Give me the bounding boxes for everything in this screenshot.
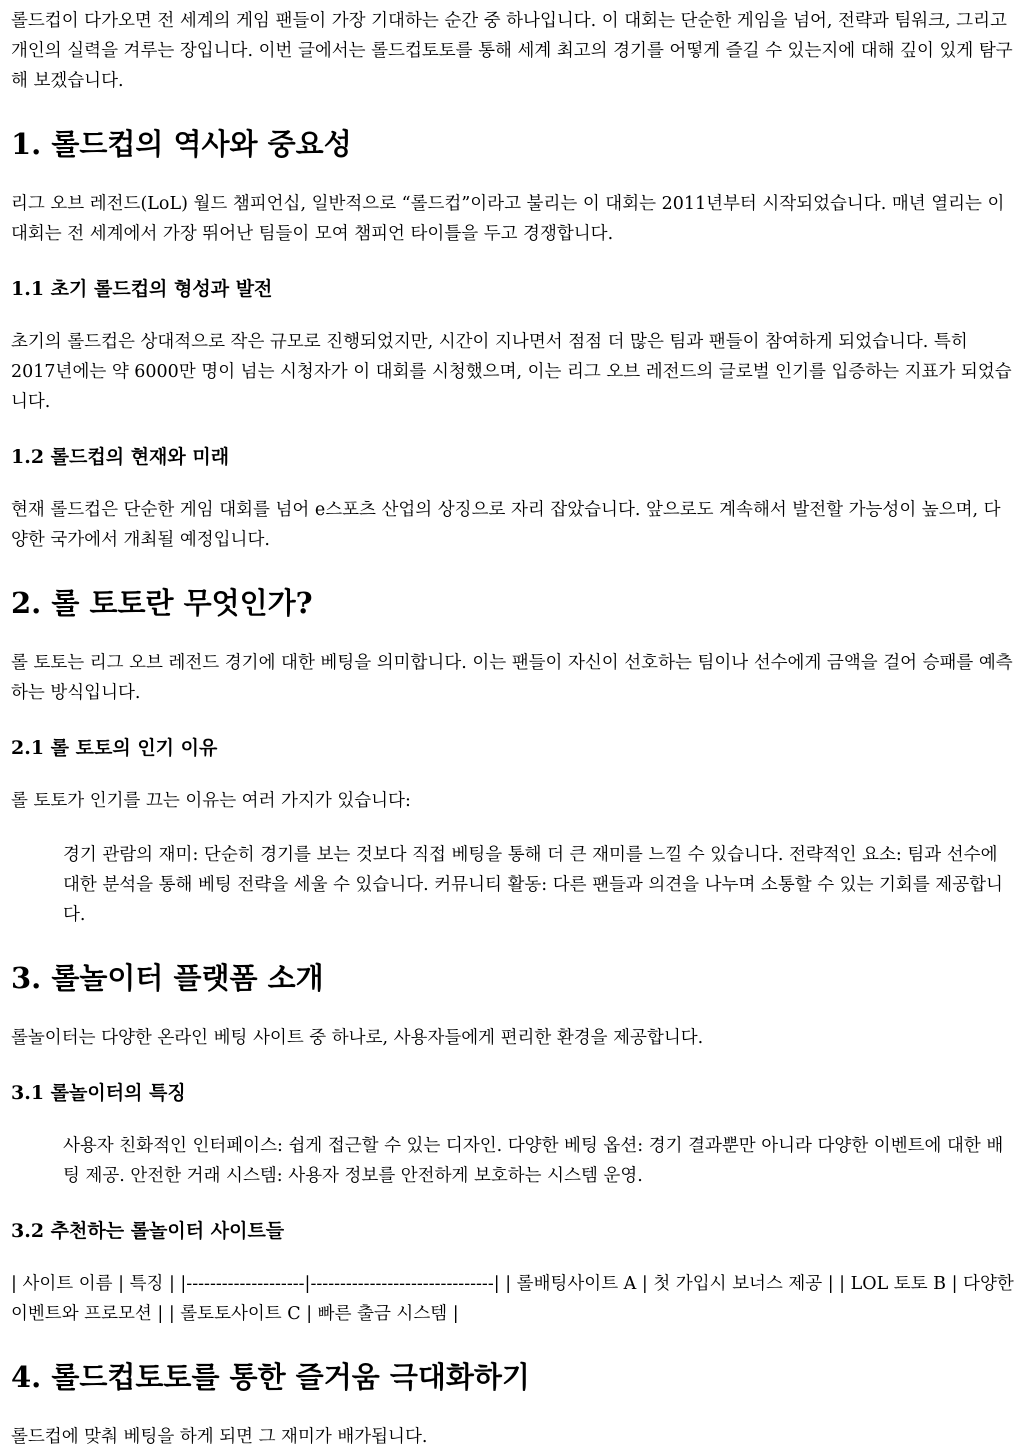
section-2-1-blockquote: 경기 관람의 재미: 단순히 경기를 보는 것보다 직접 베팅을 통해 더 큰 재미를 느낄 수 있습니다. 전략적인 요소: 팀과 선수에 대한 분석을 통해 베팅 전략을 세울 수 있습니다. 커뮤니티 활동: 다른 팬들과 의견을 나누며 소통할 수 있는 기회를 제공합니다. — [63, 845, 1003, 925]
section-3-1-heading: 3.1 롤놀이터의 특징 — [11, 1082, 186, 1104]
section-4-heading: 4. 롤드컵토토를 통한 즐거움 극대화하기 — [11, 1360, 530, 1394]
section-3-2-heading: 3.2 추천하는 롤놀이터 사이트들 — [11, 1220, 285, 1242]
section-3-2-table-text: | 사이트 이름 | 특징 | |--------------------|-------------------------------| | 롤배팅사이트 A | 첫 가입시 보너스 제공 | | LOL 토토 B | 다양한 이벤트와 프로모션 | | 롤토토사이트 C | 빠른 출금 시스템 | — [11, 1274, 1014, 1324]
intro-paragraph: 롤드컵이 다가오면 전 세계의 게임 팬들이 가장 기대하는 순간 중 하나입니다. 이 대회는 단순한 게임을 넘어, 전략과 팀워크, 그리고 개인의 실력을 겨루는 장입니다. 이번 글에서는 롤드컵토토를 통해 세계 최고의 경기를 어떻게 즐길 수 있는지에 대해 깊이 있게 탐구해 보겠습니다. — [11, 11, 1013, 91]
section-2-paragraph: 롤 토토는 리그 오브 레전드 경기에 대한 베팅을 의미합니다. 이는 팬들이 자신이 선호하는 팀이나 선수에게 금액을 걸어 승패를 예측하는 방식입니다. — [11, 653, 1013, 703]
section-2-heading: 2. 롤 토토란 무엇인가? — [11, 586, 313, 620]
section-1-1-heading: 1.1 초기 롤드컵의 형성과 발전 — [11, 278, 273, 300]
section-1-paragraph: 리그 오브 레전드(LoL) 월드 챔피언십, 일반적으로 “롤드컵”이라고 불리는 이 대회는 2011년부터 시작되었습니다. 매년 열리는 이 대회는 전 세계에서 가장 뛰어난 팀들이 모여 챔피언 타이틀을 두고 경쟁합니다. — [11, 194, 1005, 244]
section-3-paragraph: 롤놀이터는 다양한 온라인 베팅 사이트 중 하나로, 사용자들에게 편리한 환경을 제공합니다. — [11, 1028, 704, 1048]
section-2-1-paragraph: 롤 토토가 인기를 끄는 이유는 여러 가지가 있습니다: — [11, 791, 411, 811]
section-3-1-blockquote: 사용자 친화적인 인터페이스: 쉽게 접근할 수 있는 디자인. 다양한 베팅 옵션: 경기 결과뿐만 아니라 다양한 이벤트에 대한 배팅 제공. 안전한 거래 시스템: 사용자 정보를 안전하게 보호하는 시스템 운영. — [63, 1136, 1004, 1186]
section-1-1-paragraph: 초기의 롤드컵은 상대적으로 작은 규모로 진행되었지만, 시간이 지나면서 점점 더 많은 팀과 팬들이 참여하게 되었습니다. 특히 2017년에는 약 6000만 명이 넘는 시청자가 이 대회를 시청했으며, 이는 리그 오브 레전드의 글로벌 인기를 입증하는 지표가 되었습니다. — [11, 332, 1012, 412]
section-3-heading: 3. 롤놀이터 플랫폼 소개 — [11, 961, 324, 995]
section-4-paragraph: 롤드컵에 맞춰 베팅을 하게 되면 그 재미가 배가됩니다. — [11, 1427, 428, 1447]
section-2-1-heading: 2.1 롤 토토의 인기 이유 — [11, 737, 218, 759]
section-1-heading: 1. 롤드컵의 역사와 중요성 — [11, 127, 352, 161]
section-1-2-heading: 1.2 롤드컵의 현재와 미래 — [11, 446, 230, 468]
section-1-2-paragraph: 현재 롤드컵은 단순한 게임 대회를 넘어 e스포츠 산업의 상징으로 자리 잡았습니다. 앞으로도 계속해서 발전할 가능성이 높으며, 다양한 국가에서 개최될 예정입니다. — [11, 500, 1001, 550]
